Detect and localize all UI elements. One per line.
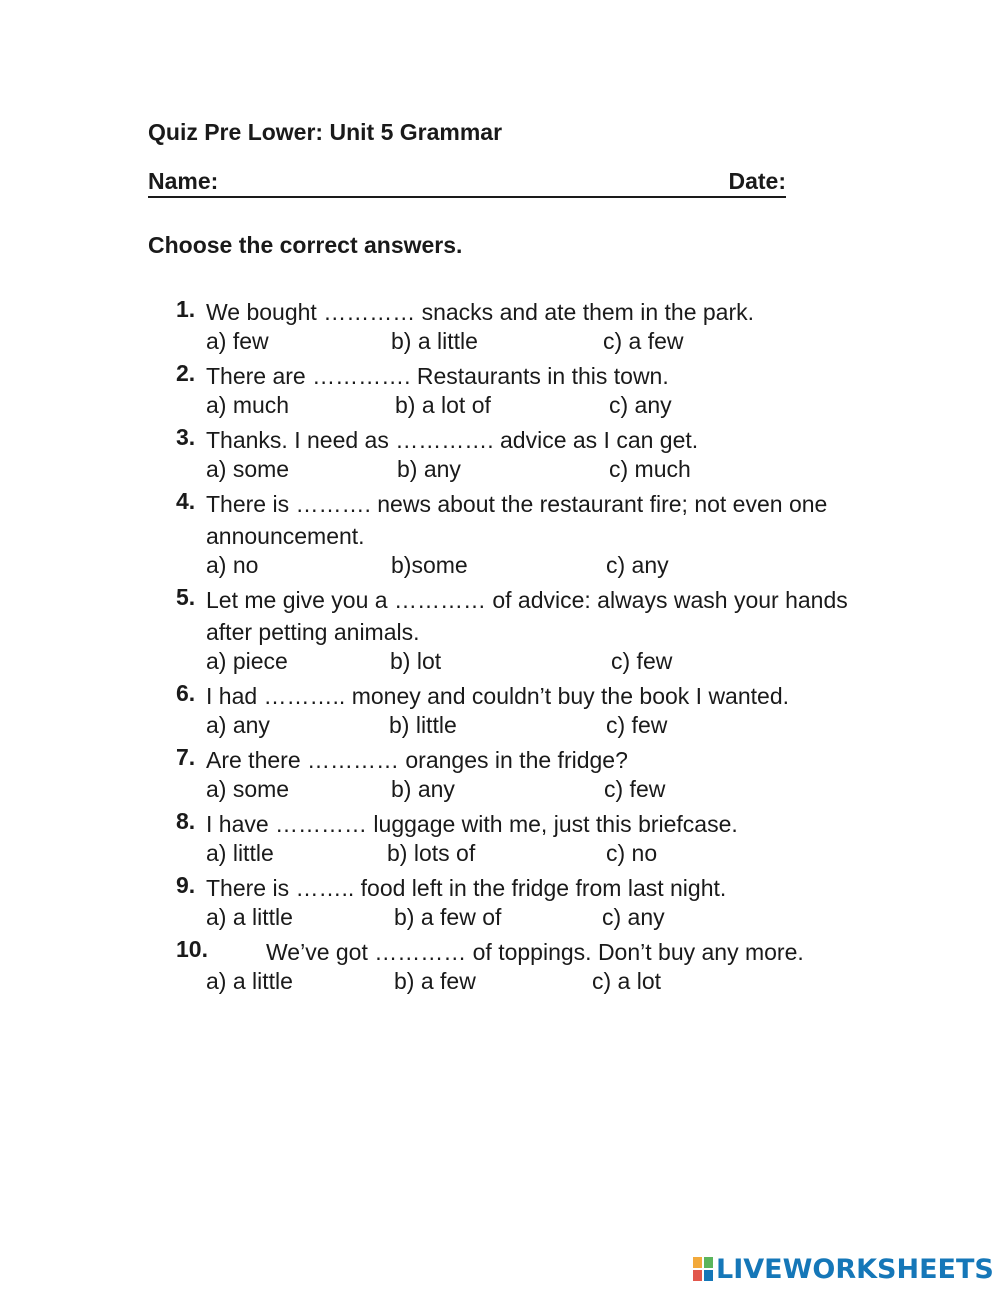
option-b[interactable]: b) a few of <box>394 904 502 930</box>
question-stem: I had ……….. money and couldn’t buy the book I wanted. <box>206 683 790 709</box>
answer-options <box>206 552 906 584</box>
option-c[interactable]: c) any <box>609 392 672 418</box>
answer-options <box>206 712 906 744</box>
option-a[interactable]: a) few <box>206 328 269 354</box>
option-b[interactable]: b) any <box>391 776 455 802</box>
answer-options <box>206 456 906 488</box>
option-c[interactable]: c) few <box>604 776 666 802</box>
option-c[interactable]: c) a few <box>603 328 684 354</box>
name-label: Name: <box>148 168 219 194</box>
option-b[interactable]: b) a little <box>391 328 478 354</box>
question-number: 5. <box>176 584 196 610</box>
option-a[interactable]: a) any <box>206 712 270 738</box>
answer-options <box>206 648 906 680</box>
question-stem: We’ve got ………… of toppings. Don’t buy any more. <box>266 939 804 965</box>
question-stem: There are …………. Restaurants in this town. <box>206 363 669 389</box>
question-stem: There is ………. news about the restaurant fire; not even one announcement. <box>206 491 828 549</box>
brand-name: LIVEWORKSHEETS <box>716 1253 994 1285</box>
question-number: 1. <box>176 296 196 322</box>
question-stem: Thanks. I need as …………. advice as I can get. <box>206 427 699 453</box>
question-number: 6. <box>176 680 196 706</box>
option-c[interactable]: c) few <box>611 648 673 674</box>
answer-options <box>206 904 906 936</box>
option-c[interactable]: c) much <box>609 456 691 482</box>
question-stem: There is …….. food left in the fridge from last night. <box>206 875 727 901</box>
liveworksheets-brand[interactable] <box>693 1252 994 1286</box>
option-a[interactable]: a) no <box>206 552 259 578</box>
date-label: Date: <box>728 168 786 194</box>
option-b[interactable]: b) a lot of <box>395 392 491 418</box>
option-b[interactable]: b) lots of <box>387 840 476 866</box>
option-a[interactable]: a) some <box>206 456 290 482</box>
option-b[interactable]: b) little <box>389 712 457 738</box>
option-b[interactable]: b) any <box>397 456 461 482</box>
question-stem: Let me give you a ………… of advice: always wash your hands after petting animals. <box>206 587 848 645</box>
option-a[interactable]: a) some <box>206 776 290 802</box>
option-c[interactable]: c) few <box>606 712 668 738</box>
question-number: 7. <box>176 744 196 770</box>
question-number: 2. <box>176 360 196 386</box>
option-b[interactable]: b)some <box>391 552 468 578</box>
option-c[interactable]: c) any <box>602 904 665 930</box>
option-a[interactable]: a) piece <box>206 648 288 674</box>
option-a[interactable]: a) a little <box>206 968 293 994</box>
option-b[interactable]: b) lot <box>390 648 442 674</box>
liveworksheets-logo-icon <box>693 1257 713 1281</box>
question-number: 4. <box>176 488 196 514</box>
instructions: Choose the correct answers. <box>148 232 463 258</box>
option-a[interactable]: a) a little <box>206 904 293 930</box>
question-number: 8. <box>176 808 196 834</box>
option-c[interactable]: c) a lot <box>592 968 662 994</box>
question-number: 10. <box>176 936 208 962</box>
option-c[interactable]: c) no <box>606 840 658 866</box>
option-b[interactable]: b) a few <box>394 968 476 994</box>
question-number: 3. <box>176 424 196 450</box>
answer-options <box>206 328 906 360</box>
question-stem: We bought ………… snacks and ate them in the park. <box>206 299 755 325</box>
option-a[interactable]: a) little <box>206 840 274 866</box>
option-a[interactable]: a) much <box>206 392 290 418</box>
question-stem: Are there ………… oranges in the fridge? <box>206 747 628 773</box>
quiz-title: Quiz Pre Lower: Unit 5 Grammar <box>148 119 503 145</box>
answer-options <box>206 968 906 1000</box>
question-stem: I have ………… luggage with me, just this briefcase. <box>206 811 738 837</box>
answer-options <box>206 392 906 424</box>
option-c[interactable]: c) any <box>606 552 669 578</box>
name-date-line <box>148 168 786 198</box>
answer-options <box>206 840 906 872</box>
question-number: 9. <box>176 872 196 898</box>
answer-options <box>206 776 906 808</box>
